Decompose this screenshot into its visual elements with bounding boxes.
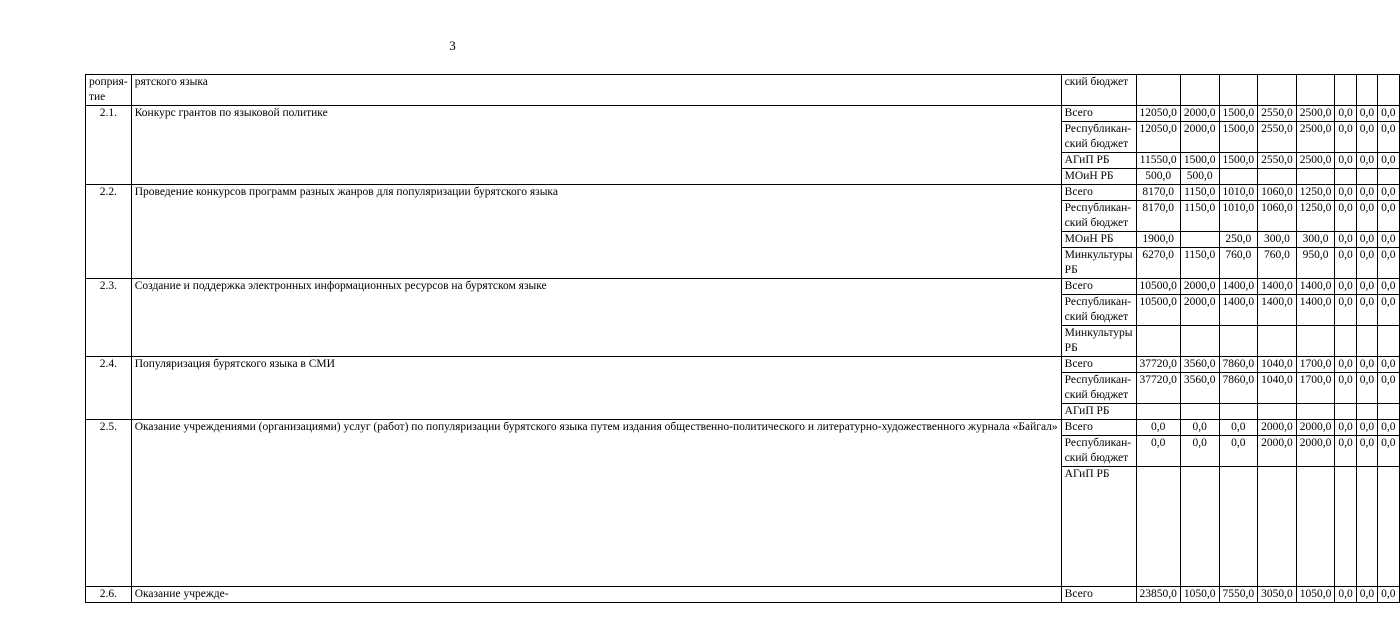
amount-cell: 0,0 — [1335, 587, 1356, 603]
amount-cell: 1040,0 — [1258, 373, 1297, 404]
activity-name: Проведение конкурсов программ разных жанров для популяризации бурятского языка — [131, 185, 1061, 279]
item-number: роприя- тие — [86, 75, 132, 106]
amount-cell: 1400,0 — [1296, 279, 1335, 295]
activity-name: Создание и поддержка электронных информационных ресурсов на бурятском языке — [131, 279, 1061, 357]
amount-cell — [1219, 75, 1258, 106]
funding-source: Минкультуры РБ — [1061, 326, 1136, 357]
amount-cell: 0,0 — [1356, 122, 1377, 153]
amount-cell — [1356, 169, 1377, 185]
amount-cell: 7860,0 — [1219, 357, 1258, 373]
amount-cell: 2000,0 — [1180, 122, 1219, 153]
amount-cell: 0,0 — [1378, 153, 1399, 169]
amount-cell — [1258, 169, 1297, 185]
amount-cell: 37720,0 — [1136, 373, 1180, 404]
amount-cell: 0,0 — [1356, 373, 1377, 404]
amount-cell: 1050,0 — [1296, 587, 1335, 603]
amount-cell — [1335, 169, 1356, 185]
amount-cell — [1296, 467, 1335, 587]
amount-cell: 2500,0 — [1296, 153, 1335, 169]
funding-source: ский бюджет — [1061, 75, 1136, 106]
amount-cell: 0,0 — [1335, 420, 1356, 436]
item-number: 2.6. — [86, 587, 132, 603]
amount-cell: 0,0 — [1356, 279, 1377, 295]
table-row — [86, 279, 1400, 295]
amount-cell: 1150,0 — [1180, 201, 1219, 232]
amount-cell — [1356, 326, 1377, 357]
amount-cell: 0,0 — [1378, 279, 1399, 295]
amount-cell: 2000,0 — [1296, 420, 1335, 436]
amount-cell: 1500,0 — [1219, 153, 1258, 169]
amount-cell: 1400,0 — [1219, 279, 1258, 295]
amount-cell — [1219, 326, 1258, 357]
amount-cell: 3560,0 — [1180, 373, 1219, 404]
amount-cell: 2000,0 — [1180, 295, 1219, 326]
amount-cell: 10500,0 — [1136, 279, 1180, 295]
amount-cell: 2000,0 — [1180, 279, 1219, 295]
amount-cell: 0,0 — [1378, 106, 1399, 122]
funding-source: Всего — [1061, 357, 1136, 373]
amount-cell: 300,0 — [1296, 232, 1335, 248]
amount-cell: 23850,0 — [1136, 587, 1180, 603]
activity-name: Оказание учрежде- — [131, 587, 1061, 603]
activity-name: рятского языка — [131, 75, 1061, 106]
table-row — [86, 106, 1400, 122]
amount-cell: 2500,0 — [1296, 122, 1335, 153]
amount-cell: 0,0 — [1180, 436, 1219, 467]
amount-cell — [1136, 75, 1180, 106]
table-body — [86, 75, 1400, 603]
amount-cell: 2000,0 — [1258, 420, 1297, 436]
amount-cell: 1250,0 — [1296, 185, 1335, 201]
amount-cell: 2000,0 — [1258, 436, 1297, 467]
amount-cell — [1378, 326, 1399, 357]
amount-cell: 0,0 — [1335, 153, 1356, 169]
amount-cell: 1010,0 — [1219, 201, 1258, 232]
funding-source: Республикан- ский бюджет — [1061, 201, 1136, 232]
amount-cell — [1219, 467, 1258, 587]
amount-cell: 1040,0 — [1258, 357, 1297, 373]
amount-cell: 0,0 — [1335, 185, 1356, 201]
amount-cell: 0,0 — [1378, 587, 1399, 603]
amount-cell: 250,0 — [1219, 232, 1258, 248]
amount-cell: 37720,0 — [1136, 357, 1180, 373]
funding-source: Республикан- ский бюджет — [1061, 295, 1136, 326]
amount-cell — [1296, 326, 1335, 357]
amount-cell: 0,0 — [1136, 420, 1180, 436]
amount-cell: 2550,0 — [1258, 122, 1297, 153]
amount-cell: 0,0 — [1356, 420, 1377, 436]
amount-cell: 0,0 — [1335, 201, 1356, 232]
amount-cell: 500,0 — [1180, 169, 1219, 185]
amount-cell: 0,0 — [1356, 153, 1377, 169]
amount-cell — [1296, 404, 1335, 420]
funding-source: Всего — [1061, 185, 1136, 201]
amount-cell — [1219, 169, 1258, 185]
amount-cell: 7860,0 — [1219, 373, 1258, 404]
amount-cell — [1258, 326, 1297, 357]
amount-cell: 0,0 — [1335, 106, 1356, 122]
item-number: 2.4. — [86, 357, 132, 420]
amount-cell — [1356, 75, 1377, 106]
funding-source: АГиП РБ — [1061, 153, 1136, 169]
amount-cell: 500,0 — [1136, 169, 1180, 185]
amount-cell — [1180, 404, 1219, 420]
amount-cell — [1136, 326, 1180, 357]
amount-cell: 1900,0 — [1136, 232, 1180, 248]
funding-source: АГиП РБ — [1061, 404, 1136, 420]
amount-cell: 0,0 — [1378, 248, 1399, 279]
amount-cell: 0,0 — [1356, 295, 1377, 326]
amount-cell — [1335, 326, 1356, 357]
amount-cell: 0,0 — [1378, 373, 1399, 404]
amount-cell: 0,0 — [1219, 436, 1258, 467]
amount-cell: 0,0 — [1335, 232, 1356, 248]
amount-cell: 1500,0 — [1219, 106, 1258, 122]
funding-source: МОиН РБ — [1061, 169, 1136, 185]
amount-cell: 950,0 — [1296, 248, 1335, 279]
amount-cell: 0,0 — [1378, 232, 1399, 248]
amount-cell: 0,0 — [1335, 357, 1356, 373]
amount-cell — [1258, 75, 1297, 106]
amount-cell — [1378, 467, 1399, 587]
amount-cell — [1258, 404, 1297, 420]
table-row — [86, 357, 1400, 373]
amount-cell: 10500,0 — [1136, 295, 1180, 326]
amount-cell: 1500,0 — [1219, 122, 1258, 153]
amount-cell — [1180, 326, 1219, 357]
amount-cell: 1060,0 — [1258, 185, 1297, 201]
amount-cell — [1335, 404, 1356, 420]
amount-cell: 0,0 — [1180, 420, 1219, 436]
amount-cell: 0,0 — [1378, 122, 1399, 153]
amount-cell — [1356, 404, 1377, 420]
amount-cell: 1060,0 — [1258, 201, 1297, 232]
amount-cell — [1180, 467, 1219, 587]
amount-cell: 1700,0 — [1296, 357, 1335, 373]
amount-cell: 0,0 — [1356, 106, 1377, 122]
amount-cell: 0,0 — [1378, 420, 1399, 436]
amount-cell — [1136, 467, 1180, 587]
amount-cell — [1356, 467, 1377, 587]
item-number: 2.1. — [86, 106, 132, 185]
amount-cell: 0,0 — [1136, 436, 1180, 467]
page-number: 3 — [449, 38, 456, 53]
amount-cell: 760,0 — [1258, 248, 1297, 279]
funding-source: Всего — [1061, 587, 1136, 603]
amount-cell: 1050,0 — [1180, 587, 1219, 603]
amount-cell: 0,0 — [1378, 295, 1399, 326]
amount-cell: 7550,0 — [1219, 587, 1258, 603]
amount-cell: 0,0 — [1335, 122, 1356, 153]
amount-cell: 0,0 — [1356, 357, 1377, 373]
amount-cell: 1400,0 — [1258, 279, 1297, 295]
budget-table — [85, 74, 1400, 603]
activity-name: Конкурс грантов по языковой политике — [131, 106, 1061, 185]
funding-source: Минкультуры РБ — [1061, 248, 1136, 279]
amount-cell: 11550,0 — [1136, 153, 1180, 169]
amount-cell: 1400,0 — [1296, 295, 1335, 326]
activity-name: Популяризация бурятского языка в СМИ — [131, 357, 1061, 420]
table-row — [86, 185, 1400, 201]
funding-source: Республикан- ский бюджет — [1061, 436, 1136, 467]
funding-source: Всего — [1061, 279, 1136, 295]
item-number: 2.3. — [86, 279, 132, 357]
amount-cell: 3560,0 — [1180, 357, 1219, 373]
amount-cell — [1296, 169, 1335, 185]
amount-cell: 2000,0 — [1296, 436, 1335, 467]
amount-cell: 0,0 — [1335, 279, 1356, 295]
amount-cell — [1378, 404, 1399, 420]
item-number: 2.5. — [86, 420, 132, 587]
funding-source: АГиП РБ — [1061, 467, 1136, 587]
amount-cell: 1250,0 — [1296, 201, 1335, 232]
amount-cell: 0,0 — [1335, 436, 1356, 467]
amount-cell: 1010,0 — [1219, 185, 1258, 201]
table-row — [86, 420, 1400, 436]
amount-cell: 0,0 — [1219, 420, 1258, 436]
amount-cell: 0,0 — [1335, 295, 1356, 326]
amount-cell: 0,0 — [1356, 201, 1377, 232]
amount-cell: 8170,0 — [1136, 185, 1180, 201]
amount-cell — [1136, 404, 1180, 420]
amount-cell — [1258, 467, 1297, 587]
amount-cell — [1219, 404, 1258, 420]
amount-cell: 0,0 — [1335, 373, 1356, 404]
amount-cell — [1378, 75, 1399, 106]
amount-cell: 12050,0 — [1136, 122, 1180, 153]
amount-cell: 1500,0 — [1180, 153, 1219, 169]
funding-source: Республикан- ский бюджет — [1061, 122, 1136, 153]
amount-cell: 0,0 — [1356, 436, 1377, 467]
amount-cell: 3050,0 — [1258, 587, 1297, 603]
table-row — [86, 587, 1400, 603]
amount-cell: 2000,0 — [1180, 106, 1219, 122]
amount-cell: 0,0 — [1335, 248, 1356, 279]
amount-cell: 760,0 — [1219, 248, 1258, 279]
funding-source: Всего — [1061, 420, 1136, 436]
amount-cell: 0,0 — [1378, 436, 1399, 467]
amount-cell — [1180, 232, 1219, 248]
table-row — [86, 75, 1400, 106]
amount-cell: 0,0 — [1378, 185, 1399, 201]
amount-cell: 1150,0 — [1180, 248, 1219, 279]
funding-source: Республикан- ский бюджет — [1061, 373, 1136, 404]
amount-cell: 12050,0 — [1136, 106, 1180, 122]
amount-cell: 8170,0 — [1136, 201, 1180, 232]
amount-cell — [1296, 75, 1335, 106]
amount-cell: 0,0 — [1356, 248, 1377, 279]
amount-cell: 300,0 — [1258, 232, 1297, 248]
amount-cell: 1150,0 — [1180, 185, 1219, 201]
amount-cell: 2550,0 — [1258, 106, 1297, 122]
amount-cell — [1335, 75, 1356, 106]
amount-cell: 0,0 — [1356, 587, 1377, 603]
item-number: 2.2. — [86, 185, 132, 279]
amount-cell: 0,0 — [1356, 232, 1377, 248]
amount-cell: 1400,0 — [1258, 295, 1297, 326]
amount-cell: 2500,0 — [1296, 106, 1335, 122]
amount-cell: 0,0 — [1378, 201, 1399, 232]
activity-name: Оказание учреждениями (организациями) услуг (работ) по популяризации бурятского языка путем издания общественно-политического и литературно-художественного журнала «Байгал» — [131, 420, 1061, 587]
funding-source: МОиН РБ — [1061, 232, 1136, 248]
amount-cell: 1700,0 — [1296, 373, 1335, 404]
amount-cell: 2550,0 — [1258, 153, 1297, 169]
amount-cell: 0,0 — [1378, 357, 1399, 373]
amount-cell: 6270,0 — [1136, 248, 1180, 279]
amount-cell — [1335, 467, 1356, 587]
amount-cell — [1378, 169, 1399, 185]
funding-source: Всего — [1061, 106, 1136, 122]
amount-cell — [1180, 75, 1219, 106]
amount-cell: 1400,0 — [1219, 295, 1258, 326]
amount-cell: 0,0 — [1356, 185, 1377, 201]
